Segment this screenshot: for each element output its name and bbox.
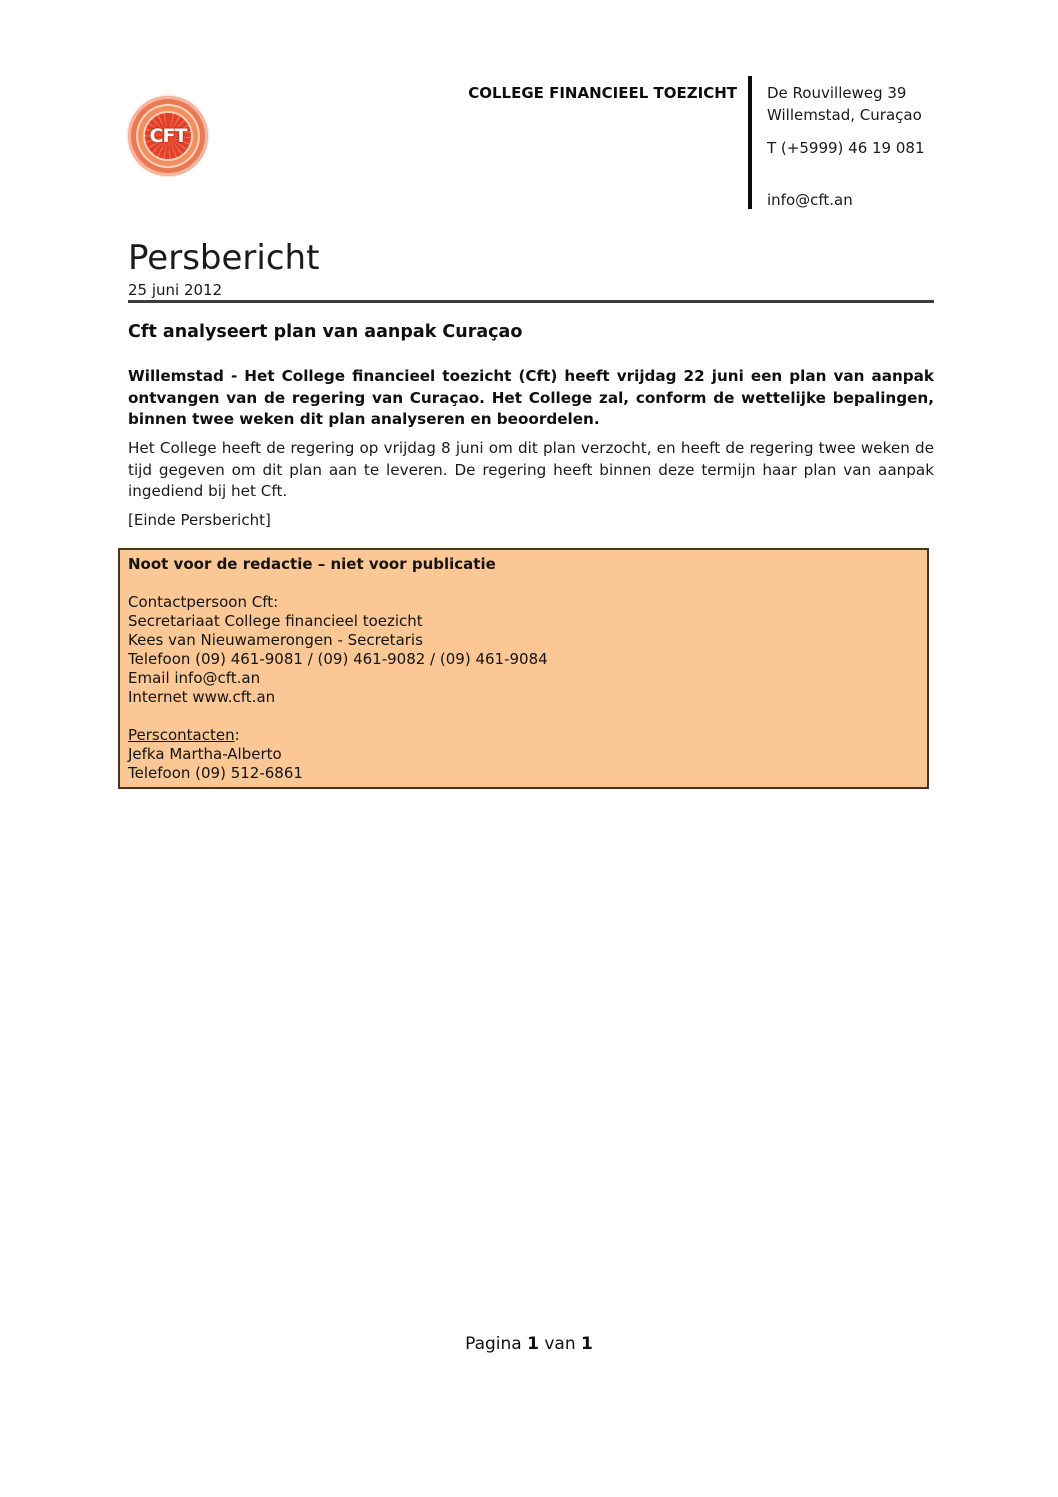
cft-logo-seal	[145, 113, 191, 159]
contact-line: Kees van Nieuwamerongen - Secretaris	[128, 631, 423, 649]
address-street: De Rouvilleweg 39	[767, 84, 907, 102]
cft-logo-text: CFT	[149, 125, 187, 147]
end-of-release-marker: [Einde Persbericht]	[128, 511, 271, 529]
organization-name: COLLEGE FINANCIEEL TOEZICHT	[468, 84, 737, 102]
document-type-title: Persbericht	[128, 238, 320, 278]
document-date: 25 juni 2012	[128, 281, 223, 299]
press-contact-line: Telefoon (09) 512-6861	[128, 764, 303, 782]
email-address: info@cft.an	[767, 191, 853, 209]
cft-logo	[128, 96, 208, 176]
press-contact-line: Jefka Martha-Alberto	[128, 745, 282, 763]
note-box	[118, 548, 929, 789]
press-contacts-heading: Perscontacten:	[128, 726, 240, 744]
body-paragraph: Het College heeft de regering op vrijdag 8 juni om dit plan verzocht, en heeft de regering twee weken de tijd gegeven om dit plan aan te leveren. De regering heeft binnen deze termijn haar plan van aanpak ingediend bij het Cft.	[128, 439, 934, 500]
footer-label-page: Pagina	[465, 1334, 522, 1354]
title-divider-rule	[128, 300, 934, 303]
contact-heading: Contactpersoon Cft:	[128, 593, 279, 611]
contact-line: Secretariaat College financieel toezicht	[128, 612, 423, 630]
note-box-title: Noot voor de redactie – niet voor publicatie	[128, 555, 496, 573]
contact-line: Telefoon (09) 461-9081 / (09) 461-9082 / (09) 461-9084	[128, 650, 548, 668]
blank-line	[128, 707, 919, 726]
blank-line	[128, 574, 919, 593]
footer-label-of: van	[544, 1334, 576, 1354]
contact-address-block	[767, 82, 925, 211]
header-divider	[748, 76, 752, 209]
lead-paragraph: Willemstad - Het College financieel toezicht (Cft) heeft vrijdag 22 juni een plan van aanpak ontvangen van de regering van Curaçao. Het College zal, conform de wettelijke bepalingen, binnen twee weken dit plan analyseren en beoordelen.	[128, 367, 934, 428]
phone-number: T (+5999) 46 19 081	[767, 139, 925, 157]
address-city: Willemstad, Curaçao	[767, 106, 922, 124]
contact-line: Email info@cft.an	[128, 669, 261, 687]
footer-page-number: 1	[527, 1334, 539, 1354]
contact-line: Internet www.cft.an	[128, 688, 276, 706]
press-release-headline: Cft analyseert plan van aanpak Curaçao	[128, 322, 523, 342]
footer-total-pages: 1	[581, 1334, 593, 1354]
page-footer	[0, 1334, 1058, 1354]
